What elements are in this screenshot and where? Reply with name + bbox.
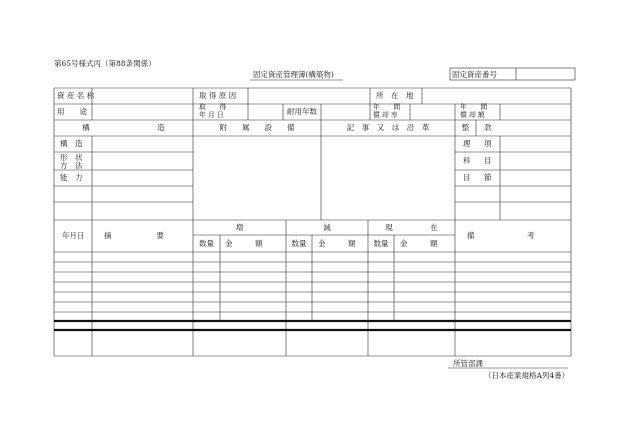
depreciation-rate-field[interactable]: [411, 105, 454, 119]
increase-qty-header: 数量: [199, 239, 214, 248]
shape-label-1: 形 状: [60, 153, 83, 162]
depreciation-amount-label-2: 償 却 額: [460, 111, 485, 119]
location-label: 所 在 地: [376, 91, 414, 100]
decrease-amount-header: 金 額: [318, 239, 356, 248]
page-title: 固定資産管理簿(構築物): [253, 70, 334, 79]
use-field[interactable]: [93, 105, 192, 119]
depreciation-rate-label-2: 償 却 率: [373, 111, 398, 119]
depreciation-amount-label-1: 年 間: [460, 103, 488, 111]
acquisition-reason-label: 取 得 原 因: [199, 91, 237, 100]
standard-note: （日本産業規格A列4番）: [484, 371, 570, 380]
asset-number-field[interactable]: [517, 69, 574, 79]
acquisition-date-label-2: 年 月 日: [199, 111, 224, 119]
ledger-current-header: 現 在: [385, 223, 438, 232]
acquisition-reason-field[interactable]: [249, 89, 369, 103]
use-label: 用 途: [57, 107, 87, 116]
attached-equipment-header: 附 属 設 備: [219, 123, 295, 132]
ka-label: 科: [463, 156, 471, 165]
ledger-increase-header: 増: [235, 223, 244, 232]
seiri-label: 整: [461, 123, 470, 132]
depreciation-amount-field[interactable]: [501, 105, 570, 119]
current-amount-header: 金 額: [400, 239, 438, 248]
ledger-date-header: 年月日: [62, 231, 85, 240]
structure-header: 構 造: [82, 123, 165, 132]
asset-name-field[interactable]: [93, 89, 192, 103]
structure-label: 構 造: [60, 139, 83, 148]
decrease-qty-header: 数量: [291, 239, 307, 248]
depreciation-rate-label-1: 年 間: [373, 103, 401, 111]
acquisition-date-label-1: 取 得: [199, 103, 227, 111]
useful-life-field[interactable]: [322, 105, 369, 119]
notes-history-header: 記 事 又 は 沿 革: [346, 123, 430, 132]
asset-number-label: 固定資産番号: [452, 70, 497, 79]
setsu-label: 節: [484, 173, 492, 182]
moku2-label: 目: [463, 173, 471, 182]
ledger-summary-header: 摘 要: [104, 231, 164, 240]
capacity-label: 能 力: [60, 173, 83, 182]
shape-label-2: 方 法: [60, 161, 83, 170]
acquisition-date-field[interactable]: [249, 105, 282, 119]
ledger-remarks-header: 備 考: [467, 231, 535, 240]
asset-name-label: 資 産 名 称: [57, 91, 95, 100]
form-reference: 第65号様式丙（第88条関係）: [54, 59, 156, 68]
ri-label: 理: [463, 139, 471, 148]
ko-label: 項: [484, 139, 492, 148]
useful-life-label: 耐用年数: [287, 107, 317, 116]
current-qty-header: 数量: [373, 239, 389, 248]
ledger-decrease-header: 減: [323, 223, 331, 232]
moku-label: 目: [484, 156, 492, 165]
location-field[interactable]: [423, 89, 570, 103]
increase-amount-header: 金 額: [225, 239, 263, 248]
managing-department-label: 所管部課: [453, 359, 483, 368]
kan-label: 款: [484, 123, 492, 132]
